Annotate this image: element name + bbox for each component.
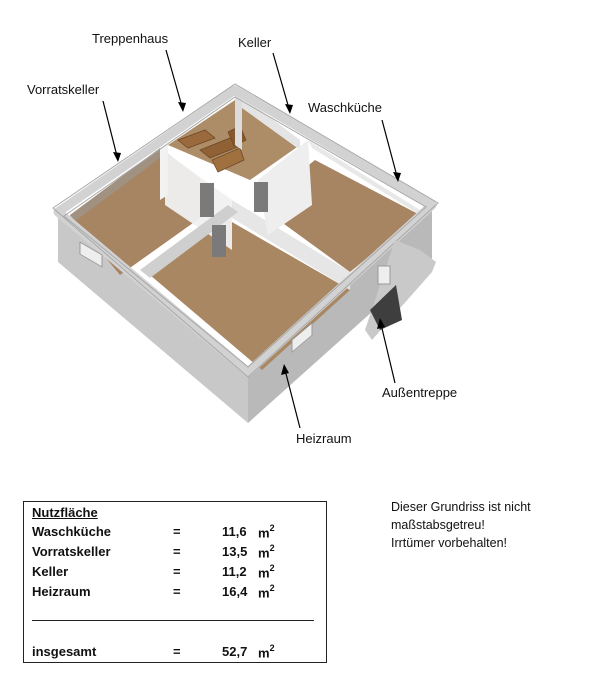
area-table-title: Nutzfläche bbox=[32, 505, 98, 520]
area-total-value: 52,7 bbox=[222, 644, 248, 659]
area-row-unit: $m^2$ bbox=[258, 543, 275, 561]
disclaimer-line: Dieser Grundriss ist nicht bbox=[391, 500, 531, 514]
area-row-equals: = bbox=[173, 544, 181, 559]
area-row-waschkueche bbox=[32, 524, 322, 542]
area-row-unit: $m^2$ bbox=[258, 523, 275, 541]
area-row-name: Waschküche bbox=[32, 524, 111, 539]
area-row-equals: = bbox=[173, 564, 181, 579]
label-keller: Keller bbox=[238, 35, 272, 50]
disclaimer-line: maßstabsgetreu! bbox=[391, 518, 485, 532]
area-row-value: 11,6 bbox=[222, 524, 247, 539]
area-total-unit: $m^2$ bbox=[258, 643, 275, 661]
area-total-name: insgesamt bbox=[32, 644, 97, 659]
area-row-value: 11,2 bbox=[222, 564, 247, 579]
label-aussentreppe: Außentreppe bbox=[382, 385, 458, 400]
table-divider bbox=[32, 620, 314, 621]
area-row-value: 16,4 bbox=[222, 584, 248, 599]
area-row-vorratskeller bbox=[32, 544, 322, 562]
label-waschkueche: Waschküche bbox=[308, 100, 382, 115]
area-table bbox=[23, 501, 327, 663]
area-row-keller bbox=[32, 564, 322, 582]
window-right bbox=[378, 266, 390, 284]
area-row-name: Vorratskeller bbox=[32, 544, 111, 559]
disclaimer-line: Irrtümer vorbehalten! bbox=[391, 536, 508, 550]
area-row-name: Heizraum bbox=[32, 584, 91, 599]
area-row-unit: $m^2$ bbox=[258, 583, 275, 601]
door-treppenhaus bbox=[200, 183, 214, 217]
disclaimer-text bbox=[391, 498, 581, 552]
area-row-equals: = bbox=[173, 524, 181, 539]
label-vorratskeller: Vorratskeller bbox=[27, 82, 100, 97]
door-heizraum bbox=[212, 225, 226, 257]
area-row-unit: $m^2$ bbox=[258, 563, 275, 581]
door-keller bbox=[254, 182, 268, 212]
label-heizraum: Heizraum bbox=[296, 431, 352, 446]
area-row-equals: = bbox=[173, 584, 181, 599]
area-total-equals: = bbox=[173, 644, 181, 659]
area-row-name: Keller bbox=[32, 564, 69, 579]
area-row-heizraum bbox=[32, 584, 322, 602]
area-row-total bbox=[32, 644, 322, 662]
area-row-value: 13,5 bbox=[222, 544, 248, 559]
label-treppenhaus: Treppenhaus bbox=[92, 31, 169, 46]
